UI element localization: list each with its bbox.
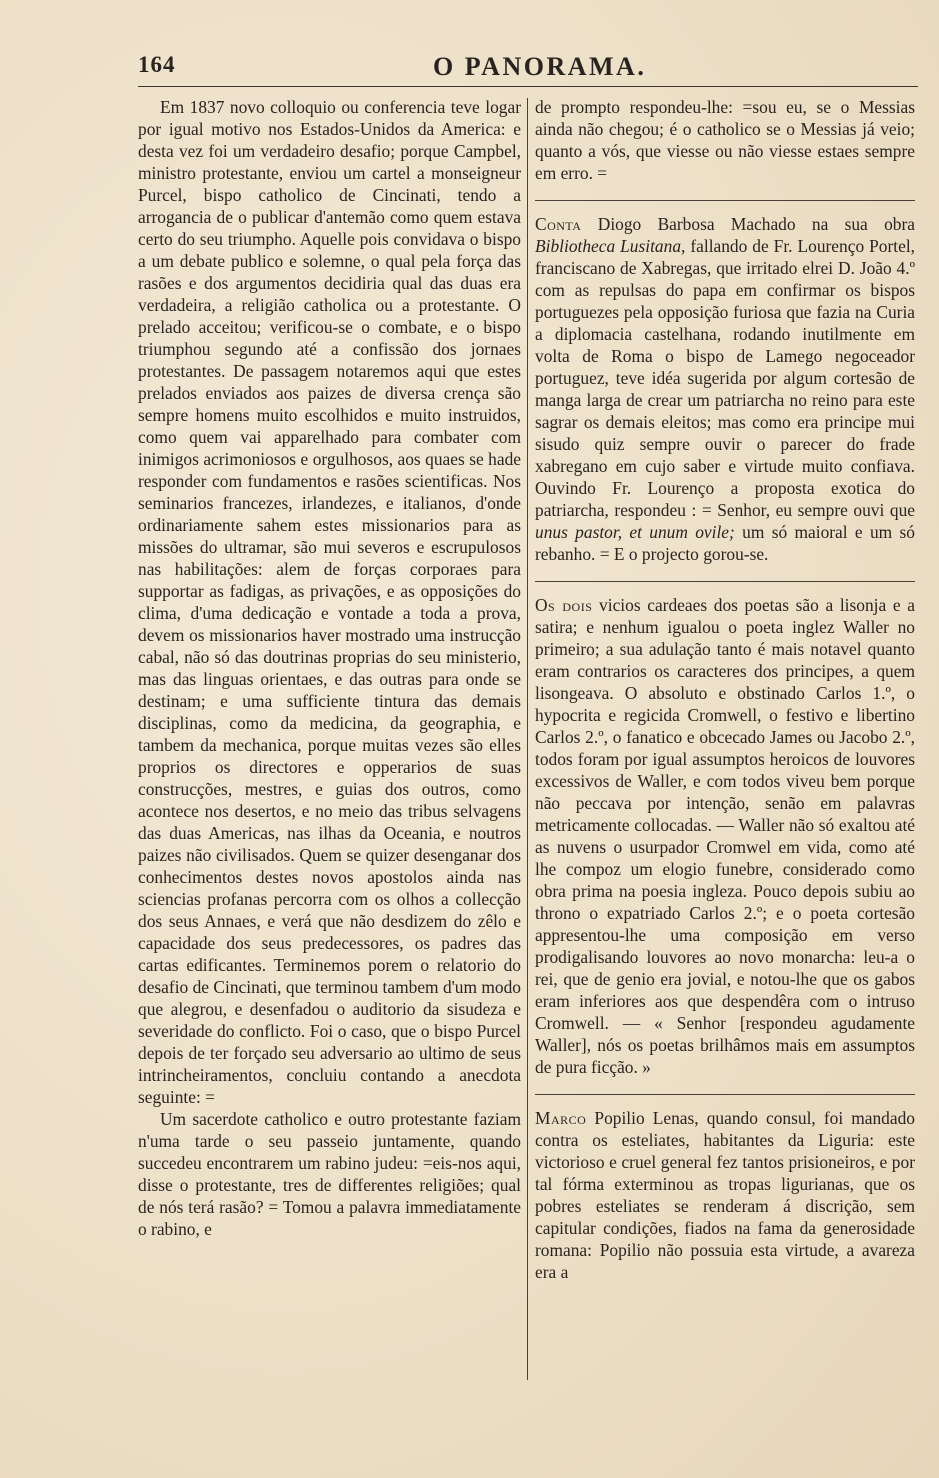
- anecdote-patriarcha: [535, 213, 915, 565]
- lead-word: Marco: [535, 1108, 587, 1128]
- section-rule: [535, 200, 915, 201]
- page-number: 164: [138, 52, 176, 77]
- article-paragraph-debate: Em 1837 novo colloquio ou conferencia teve logar por igual motivo nos Estados-Unidos da America: e desta vez foi um verdadeiro desafio; porque Campbel, ministro protestante, enviou um cartel a monseigneur Purcel, bispo catholico de Cincinati, tendo a arrogancia de o publicar d'antemão como quem estava certo do seu triumpho. Aquelle pois convidava o bispo a um debate publico e solemne, o qual pela força das rasões e dos argumentos decidiria qual das duas era verdadeira, a religião catholica ou a protestante. O prelado acceitou; verificou-se o combate, e o bispo triumphou segundo até a confissão dos jornaes protestantes. De passagem notaremos aqui que estes prelados enviados aos paizes de diversa crença são sempre homens muito escolhidos e muito instruidos, como quem vai apparelhado para combater com inimigos acrimoniosos e orgulhosos, aos quaes se hade responder com fundamentos e rasões scientificas. Nos seminarios francezes, irlandezes, e italianos, d'onde ordinariamente sahem estes missionarios para as missões do ultramar, são mui severos e escrupulosos nas habilitações: alem de forças corporaes para supportar as fadigas, as privações, e as opposições do clima, d'uma dedicação e vontade a toda a prova, devem os missionarios haver mostrado uma instrucção cabal, não só das doutrinas proprias do seu ministerio, mas das linguas orientaes, e das outras para onde se destinam; e uma sufficiente tintura das demais disciplinas, como da medicina, da geographia, e tambem da mechanica, porque muitas vezes são elles proprios os directores e opperarios de suas construcções, mestres, e guias dos outros, como acontece nos desertos, e no meio das tribus selvagens das duas Americas, nas ilhas da Oceania, e noutros paizes não civilisados. Quem se quizer desenganar dos conhecimentos destes novos apostolos ainda nas sciencias profanas percorra com os olhos a collecção dos seus Annaes, e verá que não desdizem do zêlo e capacidade dos seus predecessores, os padres das cartas edificantes. Terminemos porem o relatorio do desafio de Cincinati, que terminou tambem d'um modo que alegrou, e desenfadou o auditorio da sisudeza e severidade do conflicto. Foi o caso, que o bispo Purcel depois de ter forçado seu adversario ao ultimo de seus intrincheiramentos, concluiu contando a anecdota seguinte: =: [138, 97, 521, 1107]
- right-column: [535, 96, 915, 1283]
- text-run: , fallando de Fr. Lourenço Portel, franciscano de Xabregas, que irritado elrei D. João 4.º com as repulsas do papa em confirmar os bispos portuguezes pela opposição furiosa que fazia na Curia a diplomacia castelhana, rodando inutilmente em volta de Roma o bispo de Lamego negoceador portuguez, teve idéa sugerida por algum cortesão de manga larga de crear um patriarcha no reino para este sagrar os demais eleitos; mas como era principe mui sisudo quiz sempre ouvir o parecer do frade xabregano em cujo saber e virtude muito confiava. Ouvindo Fr. Lourenço a proposta exotica do patriarcha, respondeu : = Senhor, eu sempre ouvi que: [535, 236, 915, 520]
- latin-quote: unus pastor, et unum ovile;: [535, 522, 735, 542]
- book-title: Bibliotheca Lusitana: [535, 236, 682, 256]
- left-column: [138, 96, 521, 1240]
- anecdote-waller: [535, 594, 915, 1078]
- text-run: um só maioral e um só rebanho. = E o projecto gorou-se.: [535, 522, 915, 564]
- section-rule: [535, 581, 915, 582]
- page-header: [138, 52, 918, 86]
- text-run: vicios cardeaes dos poetas são a lisonja e a satira; e nenhum igualou o poeta inglez Waller no primeiro; a sua adulação tanto é mais notavel quanto eram contrarios os caracteres dos principes, a quem lisongeava. O absoluto e obstinado Carlos 1.º, o hypocrita e regicida Cromwell, o festivo e libertino Carlos 2.º, o fanatico e obcecado James ou Jacobo 2.º, todos foram por igual assumptos heroicos de louvores excessivos de Waller, e com todos viveu bem porque não peccava por intenção, senão em palavras metricamente collocadas. — Waller não só exaltou até as nuvens o usurpador Cromwel em vida, como até lhe compoz um elogio funebre, considerado como obra prima na poesia ingleza. Pouco depois subiu ao throno o expatriado Carlos 2.º; e o poeta cortesão appresentou-lhe uma composição em verso prodigalisando louvores ao novo monarcha: leu-a o rei, que de genio era jovial, e notou-lhe que os gabos eram inferiores aos que despendêra com o intruso Cromwell. — « Senhor [respondeu agudamente Waller], nós os poetas brilhâmos mais em assumptos de pura ficção. »: [535, 595, 915, 1077]
- anecdote-popilio: [535, 1107, 915, 1283]
- column-divider: [527, 98, 528, 1380]
- anecdote-continuation: de prompto respondeu-lhe: =sou eu, se o Messias ainda não chegou; é o catholico se o Messias já veio; quanto a vós, que viesse ou não viesse estaes sempre em erro. =: [535, 97, 915, 183]
- text-run: Diogo Barbosa Machado na sua obra: [581, 214, 915, 234]
- journal-title: O PANORAMA.: [433, 52, 647, 81]
- lead-word: Os dois: [535, 595, 593, 615]
- text-run: Popilio Lenas, quando consul, foi mandado contra os esteliates, habitantes da Liguria: este victorioso e cruel general fez tantos prisioneiros, e por tal fórma exterminou as tropas ligurianas, que os pobres esteliates se renderam á discrição, sem capitular condições, fiados na fama da generosidade romana: Popilio não possuia esta virtude, a avareza era a: [535, 1108, 915, 1282]
- article-paragraph-anecdote: Um sacerdote catholico e outro protestante faziam n'uma tarde o seu passeio juntamente, quando succedeu encontrarem um rabino judeu: =eis-nos aqui, disse o protestante, tres de differentes religiões; qual de nós terá rasão? = Tomou a palavra immediatamente o rabino, e: [138, 1109, 521, 1239]
- section-rule: [535, 1094, 915, 1095]
- lead-word: Conta: [535, 214, 582, 234]
- header-rule: [138, 86, 918, 87]
